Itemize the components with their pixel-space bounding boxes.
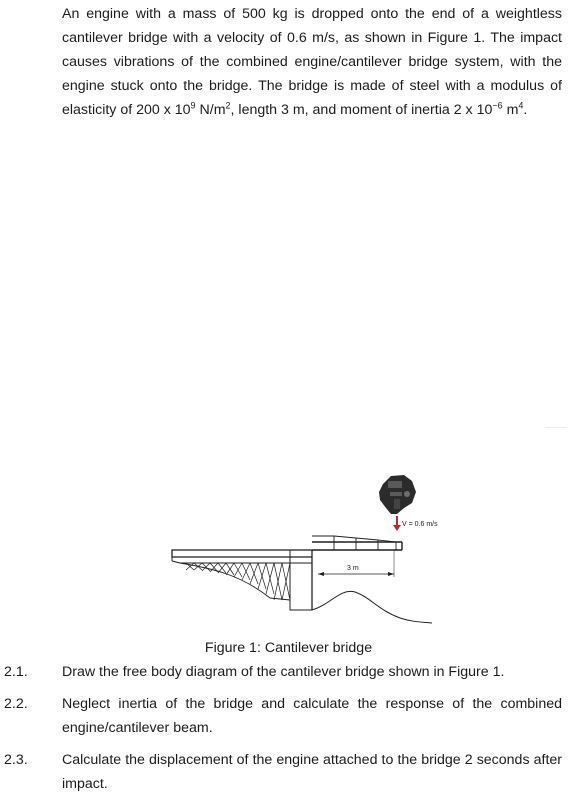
- scan-artifact: [545, 427, 567, 428]
- question-list: [0, 660, 577, 804]
- exponent-area-unit: 2: [225, 100, 231, 111]
- bridge-pier: [290, 550, 312, 610]
- length-label: 3 m: [347, 565, 359, 572]
- question-item: [0, 660, 577, 684]
- question-item: [0, 748, 577, 796]
- question-text: Calculate the displacement of the engine attached to the bridge 2 seconds after impact.: [62, 752, 562, 792]
- length-dimension: [318, 550, 394, 577]
- intro-text-1: An engine with a mass of 500 kg is dropped onto the end of a weightless cantilever bridge with a velocity of 0.6 m/s, as shown in Figure 1. The impact causes vibrations of the combined engine/cantilever bridge system, with the engine stuck onto the bridge. The bridge is made of steel with a modulus of elasticity of 200 x 10: [62, 6, 562, 118]
- intro-text-3: , length 3 m, and moment of inertia 2 x 10: [230, 102, 493, 118]
- velocity-label: V = 0.6 m/s: [402, 521, 438, 528]
- intro-text-2: N/m: [195, 102, 226, 118]
- cantilever-bridge-figure: [150, 470, 440, 635]
- intro-text-4: m: [502, 102, 519, 118]
- cantilever-bridge-drawing: [150, 470, 440, 635]
- bridge-truss: [172, 550, 312, 610]
- intro-text-5: .: [523, 102, 528, 118]
- exponent-inertia-unit: 4: [518, 100, 524, 111]
- problem-statement: [62, 2, 562, 122]
- exponent-modulus: 9: [190, 100, 196, 111]
- question-number: 2.1.: [4, 664, 28, 680]
- ground-line: [172, 557, 432, 623]
- question-text: Draw the free body diagram of the cantilever bridge shown in Figure 1.: [62, 664, 505, 680]
- question-item: [0, 692, 577, 740]
- engine-icon: [379, 475, 416, 514]
- exponent-inertia: −6: [492, 100, 503, 111]
- velocity-arrow-icon: [393, 516, 401, 531]
- question-text: Neglect inertia of the bridge and calculate the response of the combined engine/cantilever beam.: [62, 696, 562, 736]
- cantilever-deck: [312, 536, 402, 550]
- question-number: 2.2.: [4, 696, 28, 712]
- question-number: 2.3.: [4, 752, 28, 768]
- figure-caption: Figure 1: Cantilever bridge: [204, 640, 373, 656]
